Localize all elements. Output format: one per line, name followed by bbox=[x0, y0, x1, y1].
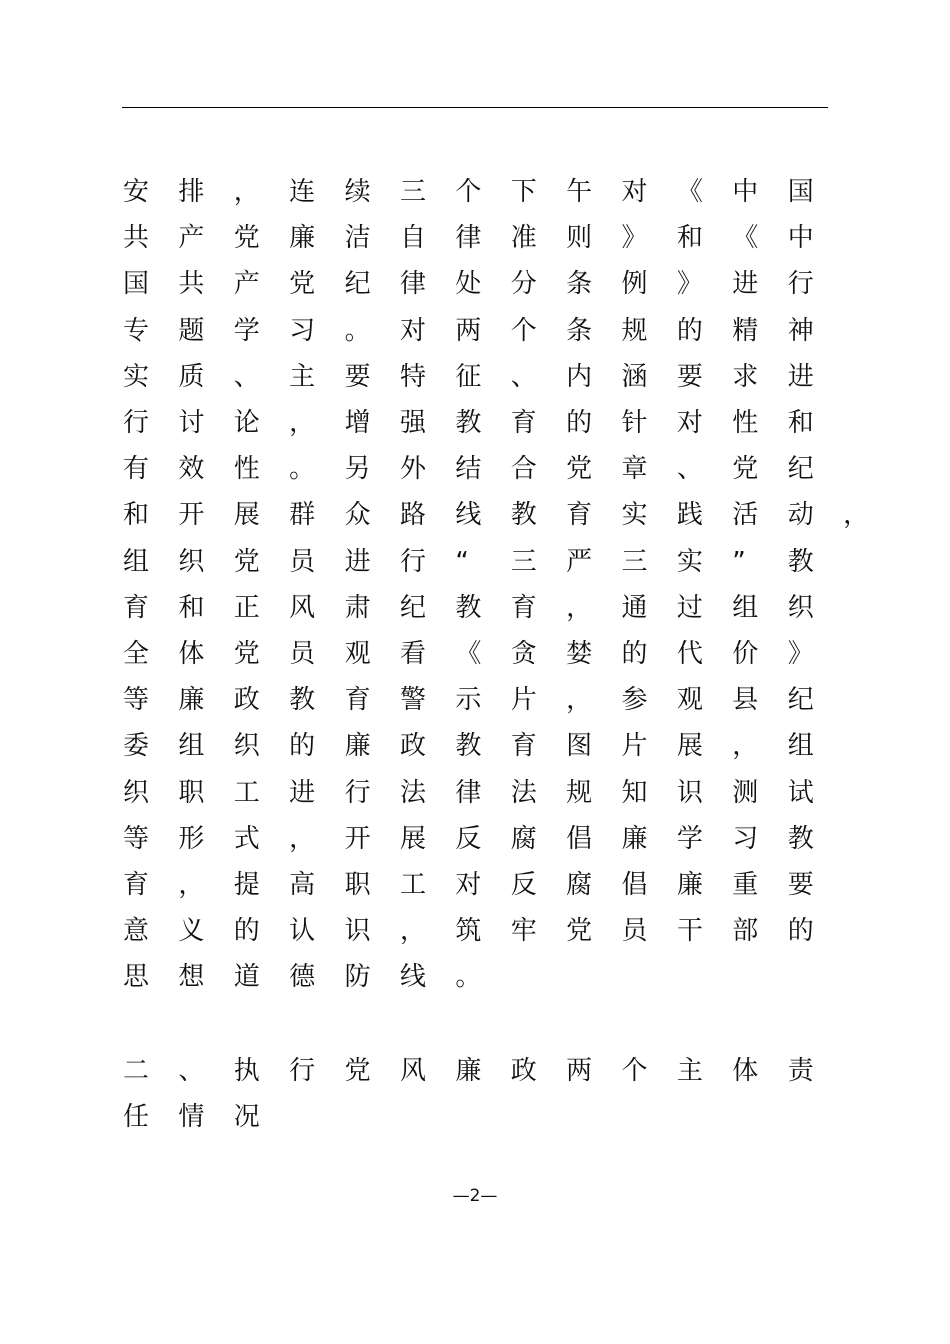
heading-line-1: 二 、 执 行 党 风 廉 政 两 个 主 体 责 bbox=[123, 1056, 814, 1086]
text-line-6: 行 讨 论 ， 增 强 教 育 的 针 对 性 和 bbox=[123, 408, 814, 438]
heading-line-2: 任 情 况 bbox=[123, 1102, 260, 1133]
text-line-3: 国 共 产 党 纪 律 处 分 条 例 》 进 行 bbox=[123, 269, 814, 300]
text-line-11: 全 体 党 员 观 看 《 贪 婪 的 代 价 》 bbox=[123, 639, 814, 669]
text-line-1: 安 排 ， 连 续 三 个 下 午 对 《 中 国 bbox=[123, 177, 814, 207]
text-line-2: 共 产 党 廉 洁 自 律 准 则 》 和 《 中 bbox=[123, 223, 814, 254]
text-line-8: 和 开 展 群 众 路 线 教 育 实 践 活 动 ， bbox=[123, 500, 870, 531]
text-line-12: 等 廉 政 教 育 警 示 片 ， 参 观 县 纪 bbox=[123, 685, 814, 716]
text-line-18: 思 想 道 德 防 线 。 bbox=[123, 962, 482, 993]
text-line-13: 委 组 织 的 廉 政 教 育 图 片 展 ， 组 bbox=[123, 731, 814, 762]
page-number: —2— bbox=[452, 1186, 498, 1206]
text-line-5: 实 质 、 主 要 特 征 、 内 涵 要 求 进 bbox=[123, 361, 814, 392]
text-line-17: 意 义 的 认 识 ， 筑 牢 党 员 干 部 的 bbox=[123, 916, 814, 947]
text-line-4: 专 题 学 习 。 对 两 个 条 规 的 精 神 bbox=[123, 315, 814, 346]
text-line-10: 育 和 正 风 肃 纪 教 育 ， 通 过 组 织 bbox=[123, 592, 814, 623]
text-line-9: 组 织 党 员 进 行 “ 三 严 三 实 ” 教 bbox=[123, 546, 814, 577]
header-rule bbox=[122, 107, 828, 108]
text-line-16: 育 ， 提 高 职 工 对 反 腐 倡 廉 重 要 bbox=[123, 870, 814, 900]
text-line-15: 等 形 式 ， 开 展 反 腐 倡 廉 学 习 教 bbox=[123, 823, 814, 854]
text-line-14: 织 职 工 进 行 法 律 法 规 知 识 测 试 bbox=[123, 777, 814, 808]
text-line-7: 有 效 性 。 另 外 结 合 党 章 、 党 纪 bbox=[123, 454, 814, 485]
